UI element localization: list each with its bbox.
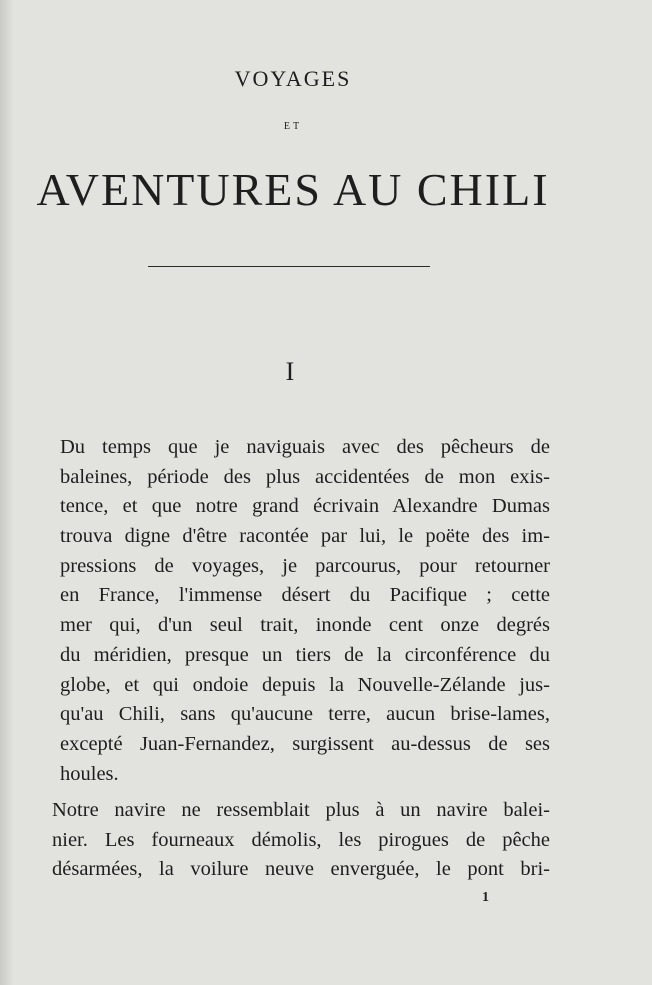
paragraph-1	[60, 433, 550, 789]
text-line: désarmées, la voilure neuve enverguée, le pont bri-	[52, 858, 550, 881]
text-line: baleines, période des plus accidentées de mon exis-	[60, 465, 550, 488]
header-et: ET	[283, 121, 303, 132]
text-line: globe, et qui ondoie depuis la Nouvelle-Zélande jus-	[60, 673, 550, 696]
text-line: trouva digne d'être racontée par lui, le poëte des im-	[60, 525, 550, 548]
text-line: pressions de voyages, je parcourus, pour retourner	[60, 554, 550, 577]
text-line: en France, l'immense désert du Pacifique ; cette	[60, 584, 550, 607]
page-number: 1	[482, 890, 489, 905]
text-line: mer qui, d'un seul trait, inonde cent onze degrés	[60, 614, 550, 637]
text-line: Du temps que je naviguais avec des pêcheurs de	[60, 436, 550, 458]
text-line: qu'au Chili, sans qu'aucune terre, aucun brise-lames,	[60, 703, 550, 726]
paragraph-2	[52, 796, 550, 885]
page-title: AVENTURES AU CHILI	[36, 164, 550, 215]
text-line: excepté Juan-Fernandez, surgissent au-dessus de ses	[60, 732, 550, 755]
text-line: tence, et que notre grand écrivain Alexandre Dumas	[60, 495, 550, 518]
chapter-number: I	[285, 357, 295, 386]
text-line: du méridien, presque un tiers de la circonférence du	[60, 643, 550, 666]
text-line: houles.	[60, 762, 119, 785]
header-voyages: VOYAGES	[234, 66, 352, 91]
text-line: Notre navire ne ressemblait plus à un navire balei-	[52, 799, 550, 821]
title-rule	[148, 266, 430, 267]
text-line: nier. Les fourneaux démolis, les pirogues de pêche	[52, 828, 550, 851]
page-gutter	[0, 0, 14, 985]
